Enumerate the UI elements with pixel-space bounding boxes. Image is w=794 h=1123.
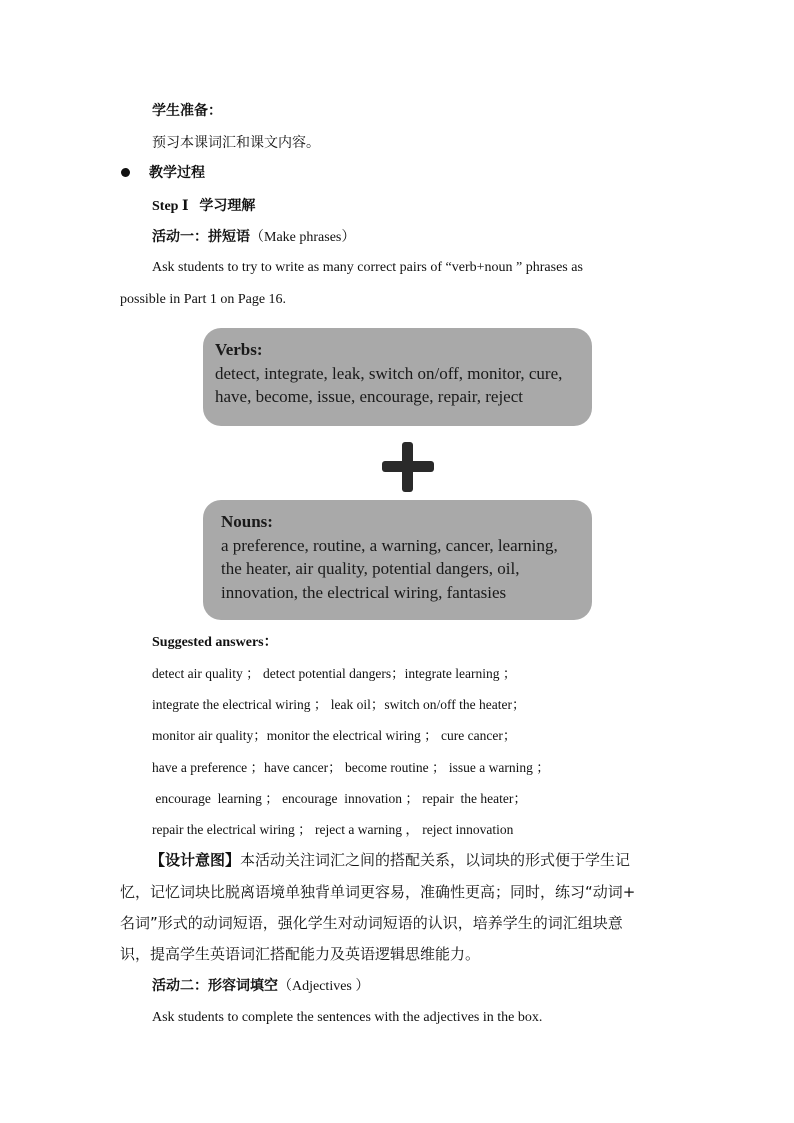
- activity2-title-en: （Adjectives ）: [278, 979, 370, 994]
- design-intent-line4: 识，提高学生英语词汇搭配能力及英语逻辑思维能力。: [120, 945, 481, 963]
- bullet-icon: [121, 168, 130, 177]
- design-intent-label: 【设计意图】: [150, 851, 241, 869]
- step-heading: [152, 196, 255, 217]
- verbs-title: Verbs:: [215, 340, 263, 359]
- design-intent-line2: 忆，记忆词块比脱离语境单独背单词更容易，准确性更高；同时，练习“动词+: [120, 883, 636, 901]
- answer-line: have a preference ；have cancer； become routine ； issue a warning ；: [152, 760, 550, 775]
- step-title: 学习理解: [199, 198, 256, 214]
- verbs-panel: [203, 328, 592, 426]
- design-intent-line1: 本活动关注词汇之间的搭配关系，以词块的形式便于学生记: [240, 851, 631, 869]
- step-label: Step Ⅰ: [152, 199, 189, 214]
- design-intent-paragraph: [120, 844, 680, 876]
- activity2-title: 活动二：形容词填空: [152, 978, 278, 994]
- activity1-instruction-line2: possible in Part 1 on Page 16.: [120, 292, 287, 307]
- activity1-heading: [152, 227, 355, 248]
- answer-line: integrate the electrical wiring ； leak oil；switch on/off the heater；: [152, 697, 526, 712]
- nouns-line2: the heater, air quality, potential dangers, oil,: [221, 559, 520, 578]
- answer-line: monitor air quality；monitor the electrical wiring ； cure cancer；: [152, 728, 517, 743]
- activity1-title: 活动一：拼短语: [152, 229, 250, 245]
- activity2-heading: [152, 976, 369, 997]
- answer-line: detect air quality ； detect potential dangers；integrate learning ；: [152, 666, 517, 681]
- nouns-panel: [203, 500, 592, 620]
- answer-line: repair the electrical wiring ； reject a warning ， reject innovation: [152, 822, 514, 837]
- nouns-line3: innovation, the electrical wiring, fantasies: [221, 582, 507, 602]
- plus-icon: [378, 442, 438, 492]
- activity1-title-en: （Make phrases）: [250, 230, 356, 245]
- answers-heading: Suggested answers：: [152, 635, 278, 650]
- verb-noun-figure: [203, 328, 592, 620]
- teaching-process-heading: 教学过程: [149, 165, 205, 181]
- nouns-title: Nouns:: [221, 512, 273, 531]
- activity1-instruction-line1: Ask students to try to write as many correct pairs of “verb+noun ” phrases as: [152, 260, 583, 275]
- student-prep-heading: 学生准备：: [152, 103, 222, 119]
- student-prep-text: 预习本课词汇和课文内容。: [152, 135, 320, 151]
- design-intent-line3: 名词”形式的动词短语，强化学生对动词短语的认识，培养学生的词汇组块意: [120, 914, 623, 932]
- answer-line: encourage learning ； encourage innovation ； repair the heater；: [152, 791, 527, 806]
- verbs-line1: detect, integrate, leak, switch on/off, monitor, cure,: [215, 363, 563, 383]
- nouns-line1: a preference, routine, a warning, cancer, learning,: [221, 535, 558, 555]
- verbs-line2: have, become, issue, encourage, repair, reject: [215, 387, 523, 406]
- activity2-instruction: Ask students to complete the sentences with the adjectives in the box.: [152, 1010, 543, 1025]
